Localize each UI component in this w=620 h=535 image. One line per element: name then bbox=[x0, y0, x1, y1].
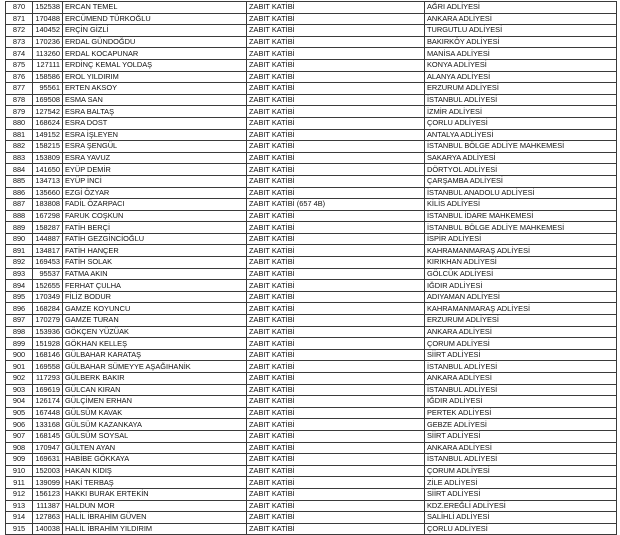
job-title-cell: ZABIT KATİBİ bbox=[247, 349, 425, 361]
row-number-cell: 885 bbox=[6, 175, 33, 187]
job-title-cell: ZABIT KATİBİ bbox=[247, 384, 425, 396]
full-name-cell: ESRA YAVUZ bbox=[63, 152, 247, 164]
row-number-cell: 877 bbox=[6, 83, 33, 95]
table-row bbox=[6, 361, 617, 373]
registry-id-cell: 111387 bbox=[33, 500, 63, 512]
assigned-court-cell: ÇORUM ADLİYESİ bbox=[425, 465, 617, 477]
assigned-court-cell: PERTEK ADLİYESİ bbox=[425, 407, 617, 419]
job-title-cell: ZABIT KATİBİ bbox=[247, 245, 425, 257]
table-row bbox=[6, 233, 617, 245]
registry-id-cell: 141650 bbox=[33, 164, 63, 176]
full-name-cell: EYÜP DEMİR bbox=[63, 164, 247, 176]
table-row bbox=[6, 384, 617, 396]
registry-id-cell: 183808 bbox=[33, 199, 63, 211]
table-row bbox=[6, 465, 617, 477]
assigned-court-cell: ÇORLU ADLİYESİ bbox=[425, 523, 617, 535]
assigned-court-cell: İSPİR ADLİYESİ bbox=[425, 233, 617, 245]
row-number-cell: 900 bbox=[6, 349, 33, 361]
row-number-cell: 915 bbox=[6, 523, 33, 535]
full-name-cell: HALİL İBRAHİM YILDIRIM bbox=[63, 523, 247, 535]
registry-id-cell: 167448 bbox=[33, 407, 63, 419]
row-number-cell: 895 bbox=[6, 291, 33, 303]
row-number-cell: 874 bbox=[6, 48, 33, 60]
table-row bbox=[6, 164, 617, 176]
full-name-cell: FERHAT ÇULHA bbox=[63, 280, 247, 292]
full-name-cell: ERCAN TEMEL bbox=[63, 2, 247, 14]
row-number-cell: 886 bbox=[6, 187, 33, 199]
registry-id-cell: 169453 bbox=[33, 257, 63, 269]
assigned-court-cell: IĞDIR ADLİYESİ bbox=[425, 280, 617, 292]
row-number-cell: 884 bbox=[6, 164, 33, 176]
table-row bbox=[6, 338, 617, 350]
registry-id-cell: 152655 bbox=[33, 280, 63, 292]
table-row bbox=[6, 187, 617, 199]
assigned-court-cell: SALİHLİ ADLİYESİ bbox=[425, 512, 617, 524]
registry-id-cell: 168284 bbox=[33, 303, 63, 315]
full-name-cell: FADİL ÖZARPACI bbox=[63, 199, 247, 211]
job-title-cell: ZABIT KATİBİ bbox=[247, 442, 425, 454]
full-name-cell: ERDAL GÜNDOĞDU bbox=[63, 36, 247, 48]
job-title-cell: ZABIT KATİBİ bbox=[247, 152, 425, 164]
job-title-cell: ZABIT KATİBİ bbox=[247, 175, 425, 187]
assigned-court-cell: ANKARA ADLİYESİ bbox=[425, 442, 617, 454]
full-name-cell: FARUK COŞKUN bbox=[63, 210, 247, 222]
table-body bbox=[6, 2, 617, 535]
table-row bbox=[6, 2, 617, 14]
row-number-cell: 875 bbox=[6, 59, 33, 71]
row-number-cell: 911 bbox=[6, 477, 33, 489]
row-number-cell: 891 bbox=[6, 245, 33, 257]
job-title-cell: ZABIT KATİBİ (657 4B) bbox=[247, 199, 425, 211]
registry-id-cell: 153809 bbox=[33, 152, 63, 164]
row-number-cell: 887 bbox=[6, 199, 33, 211]
row-number-cell: 905 bbox=[6, 407, 33, 419]
table-row bbox=[6, 71, 617, 83]
row-number-cell: 907 bbox=[6, 430, 33, 442]
table-row bbox=[6, 83, 617, 95]
registry-id-cell: 168146 bbox=[33, 349, 63, 361]
table-row bbox=[6, 488, 617, 500]
personnel-table bbox=[5, 1, 617, 535]
row-number-cell: 881 bbox=[6, 129, 33, 141]
row-number-cell: 909 bbox=[6, 454, 33, 466]
assigned-court-cell: KAHRAMANMARAŞ ADLİYESİ bbox=[425, 245, 617, 257]
registry-id-cell: 134713 bbox=[33, 175, 63, 187]
full-name-cell: GÖKÇEN YÜZÜAK bbox=[63, 326, 247, 338]
row-number-cell: 893 bbox=[6, 268, 33, 280]
job-title-cell: ZABIT KATİBİ bbox=[247, 465, 425, 477]
assigned-court-cell: GEBZE ADLİYESİ bbox=[425, 419, 617, 431]
full-name-cell: GÜLÇİMEN ERHAN bbox=[63, 396, 247, 408]
assigned-court-cell: KDZ.EREĞLİ ADLİYESİ bbox=[425, 500, 617, 512]
job-title-cell: ZABIT KATİBİ bbox=[247, 187, 425, 199]
row-number-cell: 872 bbox=[6, 25, 33, 37]
registry-id-cell: 95561 bbox=[33, 83, 63, 95]
job-title-cell: ZABIT KATİBİ bbox=[247, 488, 425, 500]
registry-id-cell: 134817 bbox=[33, 245, 63, 257]
assigned-court-cell: ANKARA ADLİYESİ bbox=[425, 326, 617, 338]
assigned-court-cell: TURGUTLU ADLİYESİ bbox=[425, 25, 617, 37]
job-title-cell: ZABIT KATİBİ bbox=[247, 222, 425, 234]
job-title-cell: ZABIT KATİBİ bbox=[247, 315, 425, 327]
row-number-cell: 879 bbox=[6, 106, 33, 118]
job-title-cell: ZABIT KATİBİ bbox=[247, 523, 425, 535]
full-name-cell: GÜLBERK BAKIR bbox=[63, 373, 247, 385]
full-name-cell: HAKİ TERBAŞ bbox=[63, 477, 247, 489]
assigned-court-cell: İZMİR ADLİYESİ bbox=[425, 106, 617, 118]
full-name-cell: GÜLSÜM KAVAK bbox=[63, 407, 247, 419]
registry-id-cell: 95537 bbox=[33, 268, 63, 280]
assigned-court-cell: İSTANBUL BÖLGE ADLİYE MAHKEMESİ bbox=[425, 141, 617, 153]
full-name-cell: EZGİ ÖZYAR bbox=[63, 187, 247, 199]
job-title-cell: ZABIT KATİBİ bbox=[247, 141, 425, 153]
registry-id-cell: 126174 bbox=[33, 396, 63, 408]
registry-id-cell: 140038 bbox=[33, 523, 63, 535]
table-row bbox=[6, 454, 617, 466]
job-title-cell: ZABIT KATİBİ bbox=[247, 291, 425, 303]
full-name-cell: HAKAN KIDIŞ bbox=[63, 465, 247, 477]
full-name-cell: FATMA AKIN bbox=[63, 268, 247, 280]
full-name-cell: ERCÜMEND TÜRKOĞLU bbox=[63, 13, 247, 25]
table-row bbox=[6, 59, 617, 71]
job-title-cell: ZABIT KATİBİ bbox=[247, 303, 425, 315]
full-name-cell: FİLİZ BODUR bbox=[63, 291, 247, 303]
table-row bbox=[6, 106, 617, 118]
table-row bbox=[6, 129, 617, 141]
row-number-cell: 904 bbox=[6, 396, 33, 408]
registry-id-cell: 169619 bbox=[33, 384, 63, 396]
table-row bbox=[6, 222, 617, 234]
registry-id-cell: 156123 bbox=[33, 488, 63, 500]
row-number-cell: 899 bbox=[6, 338, 33, 350]
registry-id-cell: 167298 bbox=[33, 210, 63, 222]
table-row bbox=[6, 500, 617, 512]
job-title-cell: ZABIT KATİBİ bbox=[247, 2, 425, 14]
full-name-cell: EROL YILDIRIM bbox=[63, 71, 247, 83]
full-name-cell: FATİH SOLAK bbox=[63, 257, 247, 269]
registry-id-cell: 169508 bbox=[33, 94, 63, 106]
table-row bbox=[6, 442, 617, 454]
job-title-cell: ZABIT KATİBİ bbox=[247, 512, 425, 524]
full-name-cell: GAMZE KOYUNCU bbox=[63, 303, 247, 315]
job-title-cell: ZABIT KATİBİ bbox=[247, 233, 425, 245]
table-row bbox=[6, 326, 617, 338]
table-row bbox=[6, 175, 617, 187]
job-title-cell: ZABIT KATİBİ bbox=[247, 430, 425, 442]
row-number-cell: 888 bbox=[6, 210, 33, 222]
row-number-cell: 896 bbox=[6, 303, 33, 315]
assigned-court-cell: SİİRT ADLİYESİ bbox=[425, 488, 617, 500]
assigned-court-cell: ADIYAMAN ADLİYESİ bbox=[425, 291, 617, 303]
registry-id-cell: 152003 bbox=[33, 465, 63, 477]
table-row bbox=[6, 25, 617, 37]
row-number-cell: 870 bbox=[6, 2, 33, 14]
registry-id-cell: 170236 bbox=[33, 36, 63, 48]
job-title-cell: ZABIT KATİBİ bbox=[247, 407, 425, 419]
registry-id-cell: 168145 bbox=[33, 430, 63, 442]
row-number-cell: 878 bbox=[6, 94, 33, 106]
full-name-cell: ERDİNÇ KEMAL YOLDAŞ bbox=[63, 59, 247, 71]
full-name-cell: FATİH HANÇER bbox=[63, 245, 247, 257]
row-number-cell: 883 bbox=[6, 152, 33, 164]
row-number-cell: 894 bbox=[6, 280, 33, 292]
full-name-cell: ESRA BALTAŞ bbox=[63, 106, 247, 118]
assigned-court-cell: SAKARYA ADLİYESİ bbox=[425, 152, 617, 164]
registry-id-cell: 113260 bbox=[33, 48, 63, 60]
assigned-court-cell: İSTANBUL ADLİYESİ bbox=[425, 94, 617, 106]
full-name-cell: ESRA İŞLEYEN bbox=[63, 129, 247, 141]
table-row bbox=[6, 373, 617, 385]
registry-id-cell: 151928 bbox=[33, 338, 63, 350]
row-number-cell: 898 bbox=[6, 326, 33, 338]
job-title-cell: ZABIT KATİBİ bbox=[247, 210, 425, 222]
job-title-cell: ZABIT KATİBİ bbox=[247, 500, 425, 512]
row-number-cell: 910 bbox=[6, 465, 33, 477]
row-number-cell: 908 bbox=[6, 442, 33, 454]
full-name-cell: HAKKI BURAK ERTEKİN bbox=[63, 488, 247, 500]
job-title-cell: ZABIT KATİBİ bbox=[247, 361, 425, 373]
registry-id-cell: 170279 bbox=[33, 315, 63, 327]
row-number-cell: 889 bbox=[6, 222, 33, 234]
registry-id-cell: 149152 bbox=[33, 129, 63, 141]
assigned-court-cell: ZİLE ADLİYESİ bbox=[425, 477, 617, 489]
registry-id-cell: 127542 bbox=[33, 106, 63, 118]
job-title-cell: ZABIT KATİBİ bbox=[247, 396, 425, 408]
full-name-cell: ERTEN AKSOY bbox=[63, 83, 247, 95]
registry-id-cell: 127111 bbox=[33, 59, 63, 71]
assigned-court-cell: İSTANBUL ADLİYESİ bbox=[425, 361, 617, 373]
assigned-court-cell: DÖRTYOL ADLİYESİ bbox=[425, 164, 617, 176]
table-row bbox=[6, 245, 617, 257]
job-title-cell: ZABIT KATİBİ bbox=[247, 373, 425, 385]
table-row bbox=[6, 268, 617, 280]
assigned-court-cell: İSTANBUL ANADOLU ADLİYESİ bbox=[425, 187, 617, 199]
job-title-cell: ZABIT KATİBİ bbox=[247, 326, 425, 338]
assigned-court-cell: KİLİS ADLİYESİ bbox=[425, 199, 617, 211]
full-name-cell: ERÇİN GİZLİ bbox=[63, 25, 247, 37]
job-title-cell: ZABIT KATİBİ bbox=[247, 36, 425, 48]
table-row bbox=[6, 141, 617, 153]
assigned-court-cell: MANİSA ADLİYESİ bbox=[425, 48, 617, 60]
job-title-cell: ZABIT KATİBİ bbox=[247, 280, 425, 292]
assigned-court-cell: ÇORUM ADLİYESİ bbox=[425, 338, 617, 350]
registry-id-cell: 168624 bbox=[33, 117, 63, 129]
job-title-cell: ZABIT KATİBİ bbox=[247, 129, 425, 141]
registry-id-cell: 133168 bbox=[33, 419, 63, 431]
registry-id-cell: 117293 bbox=[33, 373, 63, 385]
assigned-court-cell: İSTANBUL ADLİYESİ bbox=[425, 384, 617, 396]
row-number-cell: 873 bbox=[6, 36, 33, 48]
table-row bbox=[6, 94, 617, 106]
registry-id-cell: 158215 bbox=[33, 141, 63, 153]
job-title-cell: ZABIT KATİBİ bbox=[247, 13, 425, 25]
table-row bbox=[6, 48, 617, 60]
job-title-cell: ZABIT KATİBİ bbox=[247, 106, 425, 118]
job-title-cell: ZABIT KATİBİ bbox=[247, 419, 425, 431]
full-name-cell: GÜLCAN KIRAN bbox=[63, 384, 247, 396]
table-row bbox=[6, 523, 617, 535]
table-row bbox=[6, 315, 617, 327]
assigned-court-cell: KIRIKHAN ADLİYESİ bbox=[425, 257, 617, 269]
full-name-cell: HABİBE GÖKKAYA bbox=[63, 454, 247, 466]
table-row bbox=[6, 257, 617, 269]
table-row bbox=[6, 117, 617, 129]
table-row bbox=[6, 477, 617, 489]
job-title-cell: ZABIT KATİBİ bbox=[247, 257, 425, 269]
job-title-cell: ZABIT KATİBİ bbox=[247, 477, 425, 489]
registry-id-cell: 140452 bbox=[33, 25, 63, 37]
assigned-court-cell: KONYA ADLİYESİ bbox=[425, 59, 617, 71]
table-row bbox=[6, 210, 617, 222]
registry-id-cell: 158287 bbox=[33, 222, 63, 234]
job-title-cell: ZABIT KATİBİ bbox=[247, 164, 425, 176]
full-name-cell: ERDAL KOCAPUNAR bbox=[63, 48, 247, 60]
job-title-cell: ZABIT KATİBİ bbox=[247, 94, 425, 106]
assigned-court-cell: ÇARŞAMBA ADLİYESİ bbox=[425, 175, 617, 187]
registry-id-cell: 152538 bbox=[33, 2, 63, 14]
row-number-cell: 913 bbox=[6, 500, 33, 512]
full-name-cell: GÜLBAHAR KARATAŞ bbox=[63, 349, 247, 361]
assigned-court-cell: İSTANBUL ADLİYESİ bbox=[425, 454, 617, 466]
table-row bbox=[6, 13, 617, 25]
row-number-cell: 897 bbox=[6, 315, 33, 327]
table-row bbox=[6, 199, 617, 211]
assigned-court-cell: ERZURUM ADLİYESİ bbox=[425, 315, 617, 327]
table-row bbox=[6, 291, 617, 303]
full-name-cell: GÜLSÜM SOYSAL bbox=[63, 430, 247, 442]
full-name-cell: HALİL İBRAHİM GÜVEN bbox=[63, 512, 247, 524]
assigned-court-cell: ALANYA ADLİYESİ bbox=[425, 71, 617, 83]
assigned-court-cell: İSTANBUL İDARE MAHKEMESİ bbox=[425, 210, 617, 222]
full-name-cell: ESMA SAN bbox=[63, 94, 247, 106]
assigned-court-cell: ANKARA ADLİYESİ bbox=[425, 13, 617, 25]
row-number-cell: 882 bbox=[6, 141, 33, 153]
assigned-court-cell: ÇORLU ADLİYESİ bbox=[425, 117, 617, 129]
assigned-court-cell: SİİRT ADLİYESİ bbox=[425, 430, 617, 442]
table-row bbox=[6, 303, 617, 315]
full-name-cell: HALDUN MOR bbox=[63, 500, 247, 512]
registry-id-cell: 139099 bbox=[33, 477, 63, 489]
full-name-cell: EYÜP İNCİ bbox=[63, 175, 247, 187]
row-number-cell: 892 bbox=[6, 257, 33, 269]
row-number-cell: 880 bbox=[6, 117, 33, 129]
registry-id-cell: 153936 bbox=[33, 326, 63, 338]
assigned-court-cell: KAHRAMANMARAŞ ADLİYESİ bbox=[425, 303, 617, 315]
table-row bbox=[6, 280, 617, 292]
assigned-court-cell: ERZURUM ADLİYESİ bbox=[425, 83, 617, 95]
job-title-cell: ZABIT KATİBİ bbox=[247, 454, 425, 466]
table-row bbox=[6, 349, 617, 361]
full-name-cell: GÖKHAN KELLEŞ bbox=[63, 338, 247, 350]
row-number-cell: 906 bbox=[6, 419, 33, 431]
registry-id-cell: 135660 bbox=[33, 187, 63, 199]
row-number-cell: 914 bbox=[6, 512, 33, 524]
assigned-court-cell: SİİRT ADLİYESİ bbox=[425, 349, 617, 361]
job-title-cell: ZABIT KATİBİ bbox=[247, 338, 425, 350]
registry-id-cell: 170349 bbox=[33, 291, 63, 303]
registry-id-cell: 169558 bbox=[33, 361, 63, 373]
registry-id-cell: 144887 bbox=[33, 233, 63, 245]
job-title-cell: ZABIT KATİBİ bbox=[247, 83, 425, 95]
row-number-cell: 890 bbox=[6, 233, 33, 245]
full-name-cell: FATİH GEZGİNCİOĞLU bbox=[63, 233, 247, 245]
row-number-cell: 901 bbox=[6, 361, 33, 373]
job-title-cell: ZABIT KATİBİ bbox=[247, 25, 425, 37]
row-number-cell: 902 bbox=[6, 373, 33, 385]
assigned-court-cell: BAKIRKÖY ADLİYESİ bbox=[425, 36, 617, 48]
full-name-cell: ESRA ŞENGÜL bbox=[63, 141, 247, 153]
job-title-cell: ZABIT KATİBİ bbox=[247, 117, 425, 129]
full-name-cell: GÜLSÜM KAZANKAYA bbox=[63, 419, 247, 431]
row-number-cell: 912 bbox=[6, 488, 33, 500]
row-number-cell: 871 bbox=[6, 13, 33, 25]
table-row bbox=[6, 36, 617, 48]
registry-id-cell: 170947 bbox=[33, 442, 63, 454]
assigned-court-cell: ANTALYA ADLİYESİ bbox=[425, 129, 617, 141]
full-name-cell: FATİH BERÇİ bbox=[63, 222, 247, 234]
assigned-court-cell: İSTANBUL BÖLGE ADLİYE MAHKEMESİ bbox=[425, 222, 617, 234]
table-row bbox=[6, 396, 617, 408]
assigned-court-cell: AĞRI ADLİYESİ bbox=[425, 2, 617, 14]
table-row bbox=[6, 512, 617, 524]
table-row bbox=[6, 152, 617, 164]
registry-id-cell: 169631 bbox=[33, 454, 63, 466]
job-title-cell: ZABIT KATİBİ bbox=[247, 71, 425, 83]
full-name-cell: GAMZE TURAN bbox=[63, 315, 247, 327]
job-title-cell: ZABIT KATİBİ bbox=[247, 48, 425, 60]
assigned-court-cell: GÖLCÜK ADLİYESİ bbox=[425, 268, 617, 280]
registry-id-cell: 158586 bbox=[33, 71, 63, 83]
job-title-cell: ZABIT KATİBİ bbox=[247, 268, 425, 280]
registry-id-cell: 170488 bbox=[33, 13, 63, 25]
full-name-cell: GÜLTEN AYAN bbox=[63, 442, 247, 454]
row-number-cell: 876 bbox=[6, 71, 33, 83]
full-name-cell: ESRA DOST bbox=[63, 117, 247, 129]
table-row bbox=[6, 430, 617, 442]
job-title-cell: ZABIT KATİBİ bbox=[247, 59, 425, 71]
registry-id-cell: 127863 bbox=[33, 512, 63, 524]
row-number-cell: 903 bbox=[6, 384, 33, 396]
assigned-court-cell: ANKARA ADLİYESİ bbox=[425, 373, 617, 385]
assigned-court-cell: IĞDIR ADLİYESİ bbox=[425, 396, 617, 408]
full-name-cell: GÜLBAHAR SÜMEYYE AŞAĞIHANİK bbox=[63, 361, 247, 373]
table-row bbox=[6, 407, 617, 419]
table-row bbox=[6, 419, 617, 431]
